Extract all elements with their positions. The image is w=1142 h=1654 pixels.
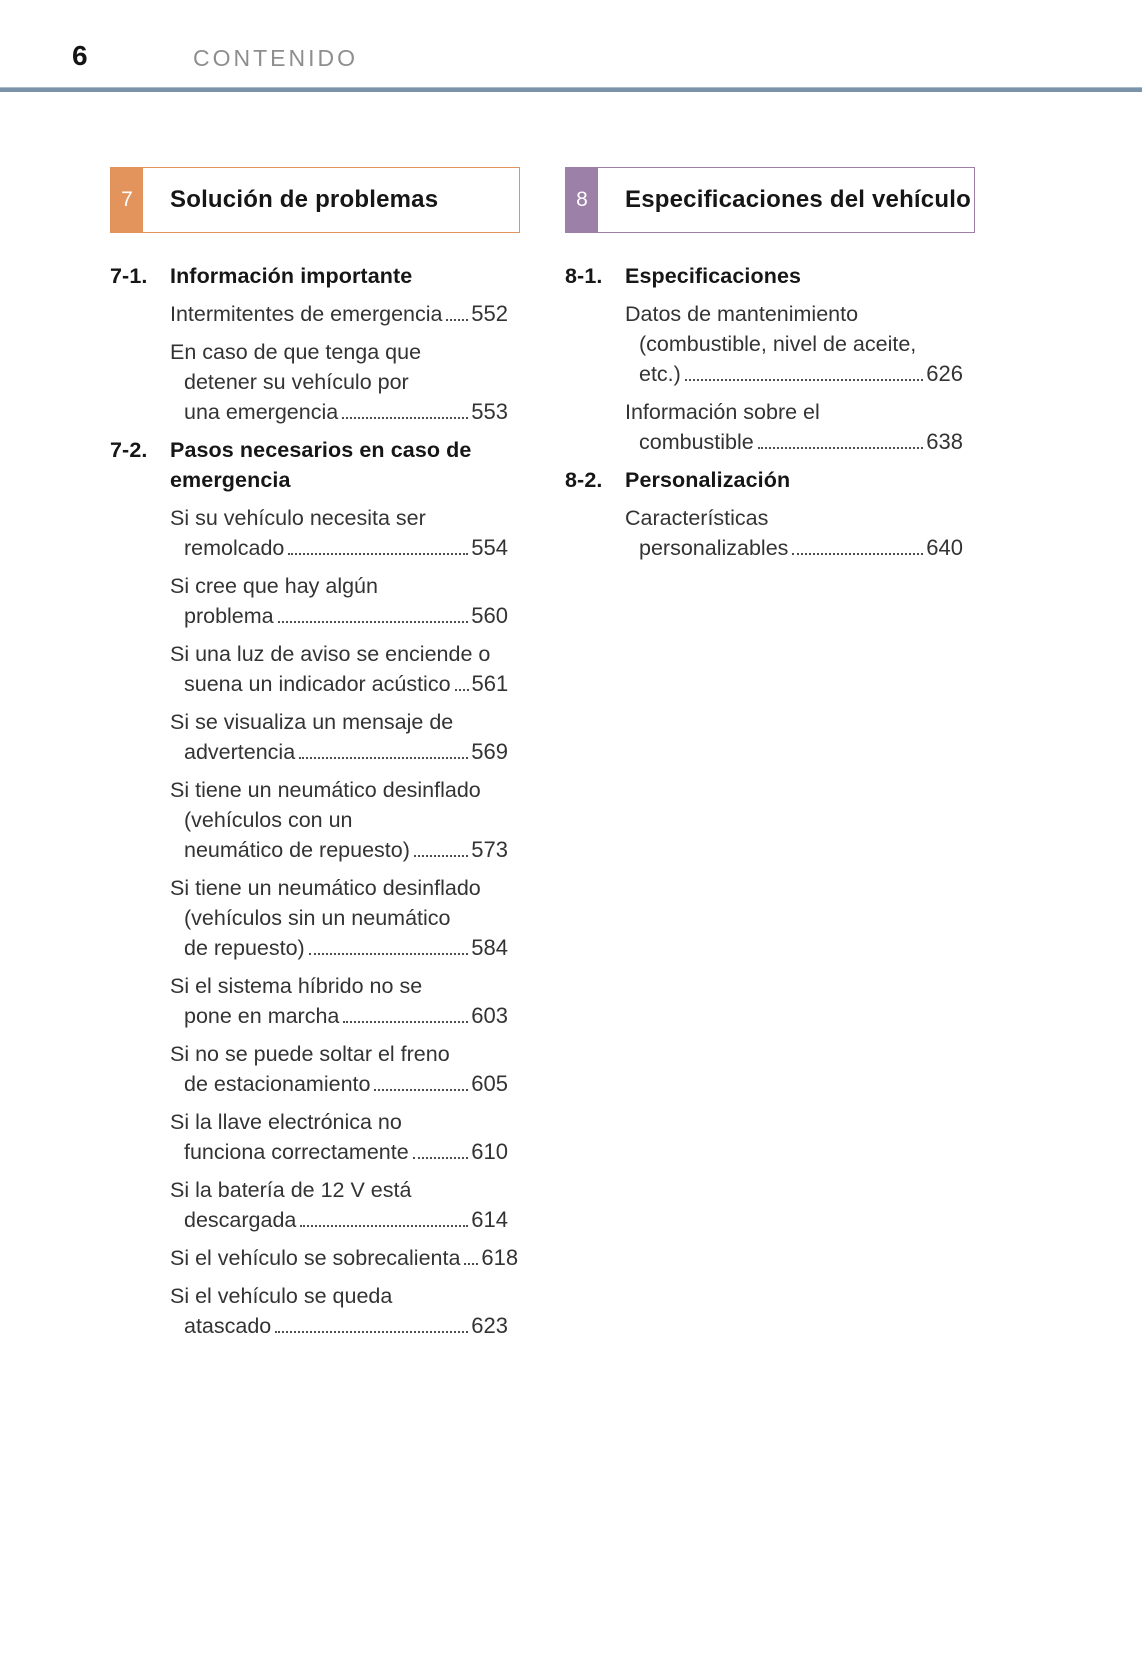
page-ref: 552	[471, 301, 508, 326]
chapter-title: Solución de problemas	[170, 186, 439, 213]
entry-text: neumático de repuesto)	[184, 838, 410, 862]
toc-entry	[110, 873, 508, 963]
section-title	[625, 261, 801, 291]
chapter-number-badge: 8	[566, 168, 598, 232]
toc-entry-line: Si el vehículo se queda	[170, 1284, 393, 1308]
page-ref: 614	[471, 1207, 508, 1232]
dot-leader	[299, 757, 468, 759]
dot-leader	[309, 953, 469, 955]
toc-entry	[110, 1039, 508, 1099]
section-number: 7-2.	[110, 438, 148, 462]
toc-entry-line: Si la batería de 12 V está	[170, 1178, 412, 1202]
page-ref: 605	[471, 1071, 508, 1096]
toc-entry-lastline	[170, 1205, 508, 1235]
toc-entry-lastline	[625, 533, 963, 563]
entry-text: Si el vehículo se sobrecalienta	[170, 1246, 461, 1270]
toc-entry-lastline	[170, 1137, 508, 1167]
toc-entry	[565, 397, 963, 457]
dot-leader	[792, 553, 923, 555]
dot-leader	[343, 1021, 468, 1023]
dot-leader	[758, 447, 924, 449]
page-ref: 640	[926, 535, 963, 560]
toc-section	[565, 261, 963, 457]
section-heading	[110, 435, 508, 495]
page-ref: 561	[471, 671, 509, 696]
toc-section	[110, 261, 508, 427]
page-ref: 623	[471, 1313, 508, 1338]
chapter-title: Especificaciones del vehículo	[625, 186, 971, 213]
entry-text: Intermitentes de emergencia	[170, 302, 443, 326]
page-ref: 573	[471, 837, 508, 862]
toc-entry	[110, 1243, 519, 1273]
toc-entry-lastline	[170, 1311, 508, 1341]
page-ref: 603	[471, 1003, 508, 1028]
toc-entry-line: Si una luz de aviso se enciende o	[170, 642, 491, 666]
toc-column-right	[565, 167, 977, 571]
toc-entry-lastline	[625, 359, 963, 389]
toc-entry-line: (combustible, nivel de aceite,	[639, 332, 917, 356]
toc-entry	[110, 971, 508, 1031]
page-ref: 626	[926, 361, 963, 386]
entry-text: personalizables	[639, 536, 789, 560]
entry-text: problema	[184, 604, 274, 628]
dot-leader	[300, 1225, 468, 1227]
toc-entry-line: Si cree que hay algún	[170, 574, 378, 598]
toc-entry	[110, 1107, 508, 1167]
toc-column-left	[110, 167, 522, 1349]
section-title-line: Personalización	[625, 468, 791, 492]
page-ref: 560	[471, 603, 508, 628]
toc-entry-line: (vehículos con un	[184, 808, 353, 832]
chapter-header-box	[565, 167, 975, 233]
section-title	[170, 435, 471, 495]
entry-text: suena un indicador acústico	[184, 672, 451, 696]
toc-entry-line: detener su vehículo por	[184, 370, 409, 394]
entry-text: descargada	[184, 1208, 297, 1232]
toc-entry-lastline	[170, 737, 508, 767]
section-number: 8-1.	[565, 264, 603, 288]
toc-entry	[110, 571, 508, 631]
toc-entry	[565, 503, 963, 563]
dot-leader	[288, 553, 468, 555]
toc-entry-line: Datos de mantenimiento	[625, 302, 859, 326]
toc-entry-lastline	[170, 601, 508, 631]
dot-leader	[275, 1331, 468, 1333]
page-ref: 618	[481, 1245, 519, 1270]
toc-entry-lastline	[170, 533, 508, 563]
dot-leader	[446, 319, 468, 321]
toc-entry-lastline	[170, 299, 508, 329]
toc-entry-line: Si su vehículo necesita ser	[170, 506, 426, 530]
toc-entry-lastline	[170, 397, 508, 427]
dot-leader	[342, 417, 468, 419]
toc-entry	[110, 639, 508, 699]
page-ref: 610	[471, 1139, 508, 1164]
section-heading	[110, 261, 508, 291]
page-number: 6	[72, 40, 88, 71]
section-number: 7-1.	[110, 264, 148, 288]
section-title-line: Especificaciones	[625, 264, 802, 288]
toc-entry	[110, 707, 508, 767]
entry-text: etc.)	[639, 362, 681, 386]
chapter-header-box	[110, 167, 520, 233]
section-title-line: Información importante	[170, 264, 413, 288]
toc-entry-line: Si tiene un neumático desinflado	[170, 876, 481, 900]
toc-section	[565, 465, 963, 563]
section-heading	[565, 465, 963, 495]
dot-leader	[455, 689, 469, 691]
entry-text: combustible	[639, 430, 754, 454]
toc-entry-lastline	[170, 933, 508, 963]
entry-text: una emergencia	[184, 400, 339, 424]
toc-entry-lastline	[625, 427, 963, 457]
toc-entry	[110, 1281, 508, 1341]
entry-text: funciona correctamente	[184, 1140, 409, 1164]
dot-leader	[464, 1263, 478, 1265]
entry-text: de estacionamiento	[184, 1072, 371, 1096]
entry-text: remolcado	[184, 536, 285, 560]
section-title-line: Pasos necesarios en caso de	[170, 438, 472, 462]
page-ref: 584	[471, 935, 508, 960]
entry-text: advertencia	[184, 740, 296, 764]
dot-leader	[374, 1089, 468, 1091]
toc-entry	[110, 299, 508, 329]
toc-entry-line: Si tiene un neumático desinflado	[170, 778, 481, 802]
page-header-title: CONTENIDO	[193, 45, 358, 71]
section-heading	[565, 261, 963, 291]
toc-entry-line: Si se visualiza un mensaje de	[170, 710, 454, 734]
toc-entry-lastline	[170, 835, 508, 865]
toc-section	[110, 435, 519, 1341]
page-ref: 638	[926, 429, 963, 454]
toc-entry-lastline	[170, 1001, 508, 1031]
toc-entry-lastline	[170, 1243, 519, 1273]
toc-entry	[110, 503, 508, 563]
section-number: 8-2.	[565, 468, 603, 492]
dot-leader	[685, 379, 923, 381]
section-title	[625, 465, 790, 495]
toc-entry	[110, 337, 508, 427]
entry-text: atascado	[184, 1314, 272, 1338]
dot-leader	[414, 855, 468, 857]
header-rule	[0, 87, 1142, 92]
entry-text: pone en marcha	[184, 1004, 340, 1028]
dot-leader	[278, 621, 469, 623]
section-title-line: emergencia	[170, 468, 291, 492]
toc-entry-line: Si la llave electrónica no	[170, 1110, 402, 1134]
page-ref: 554	[471, 535, 508, 560]
toc-entry	[110, 1175, 508, 1235]
page-ref: 553	[471, 399, 508, 424]
toc-entry-lastline	[170, 1069, 508, 1099]
toc-entry-line: Si no se puede soltar el freno	[170, 1042, 450, 1066]
toc-entry-line: (vehículos sin un neumático	[184, 906, 451, 930]
toc-entry-line: Información sobre el	[625, 400, 820, 424]
section-title	[170, 261, 412, 291]
page-ref: 569	[471, 739, 508, 764]
toc-entry-line: En caso de que tenga que	[170, 340, 422, 364]
entry-text: de repuesto)	[184, 936, 305, 960]
dot-leader	[413, 1157, 469, 1159]
chapter-number-badge: 7	[111, 168, 143, 232]
toc-entry-line: Características	[625, 506, 769, 530]
toc-entry-line: Si el sistema híbrido no se	[170, 974, 423, 998]
toc-entry-lastline	[170, 669, 508, 699]
toc-entry	[110, 775, 508, 865]
toc-entry	[565, 299, 963, 389]
